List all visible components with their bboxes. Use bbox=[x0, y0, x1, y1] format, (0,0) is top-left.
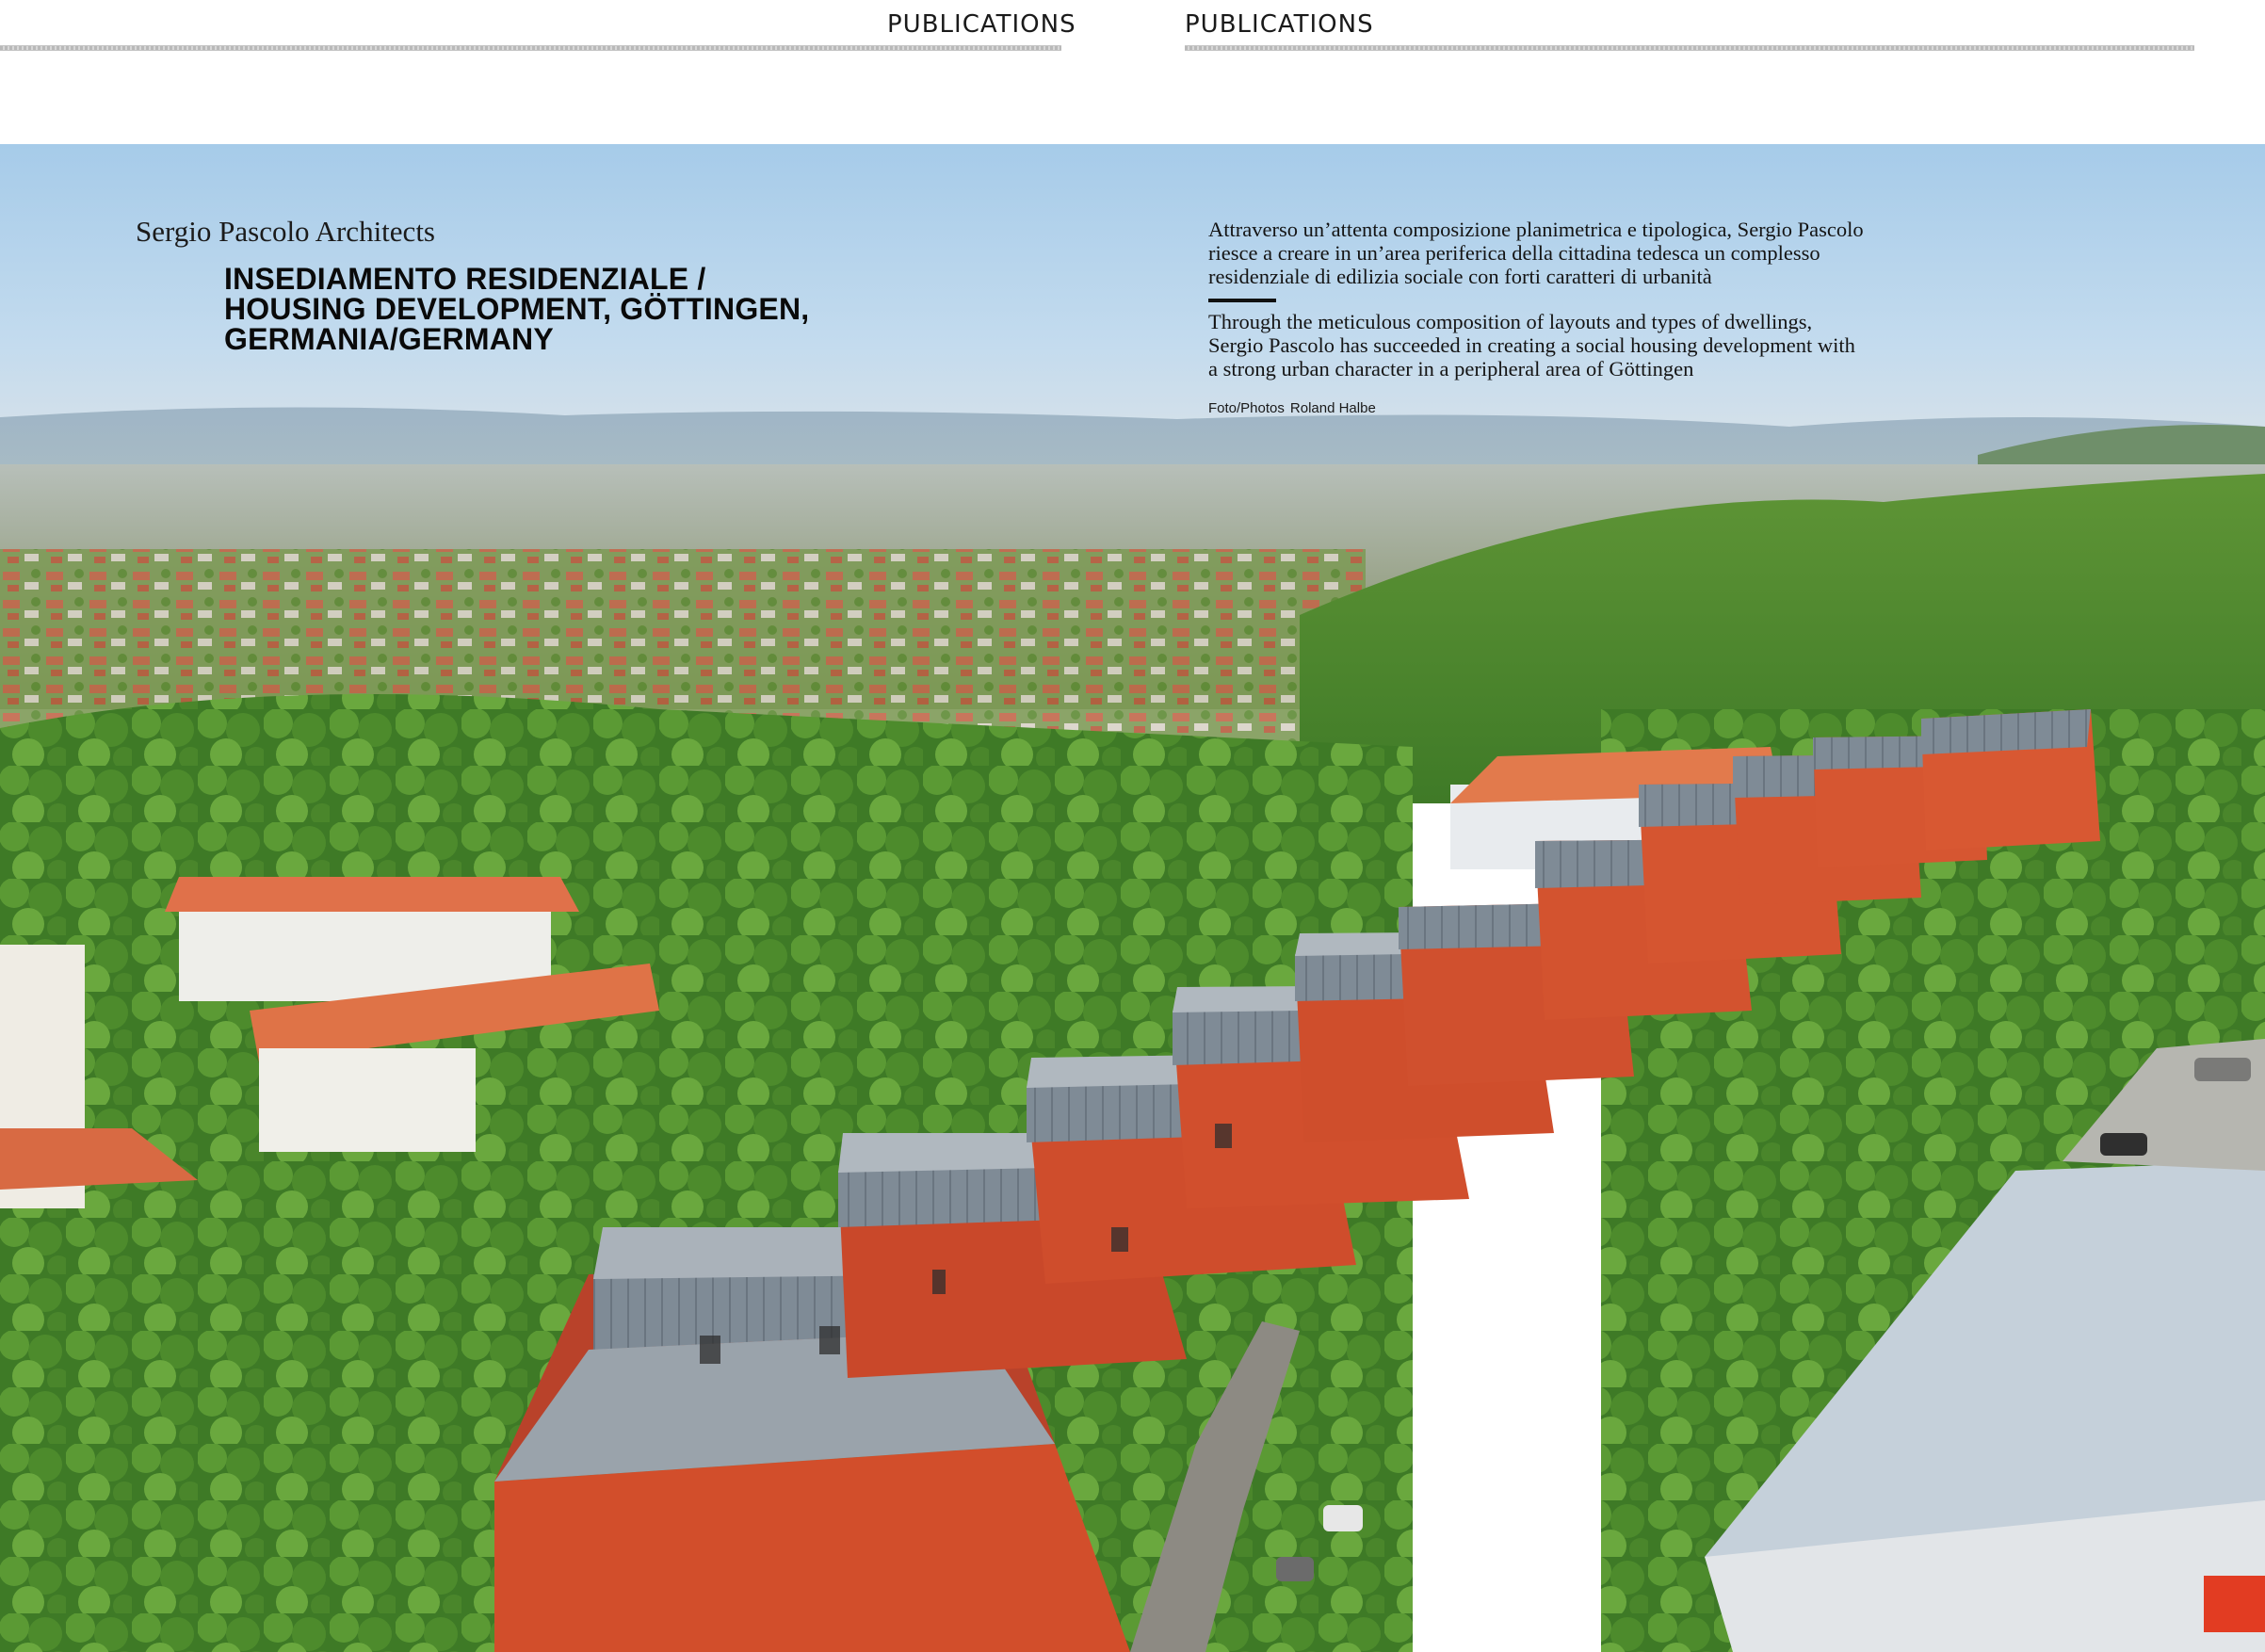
section-label-right: PUBLICATIONS bbox=[1185, 10, 1374, 39]
abstract-line: residenziale di edilizia sociale con forti caratteri di urbanità bbox=[1208, 265, 1712, 288]
title-line: INSEDIAMENTO RESIDENZIALE / bbox=[224, 262, 706, 296]
abstract-line: riesce a creare in un’area periferica della cittadina tedesca un complesso bbox=[1208, 241, 1820, 265]
architect-name: Sergio Pascolo Architects bbox=[136, 215, 435, 248]
credit-label: Foto/Photos bbox=[1208, 400, 1285, 416]
title-line: HOUSING DEVELOPMENT, GÖTTINGEN, bbox=[224, 292, 810, 326]
abstract-divider bbox=[1208, 299, 1276, 302]
header-rule-left bbox=[0, 45, 1061, 51]
abstract-line: Attraverso un’attenta composizione planimetrica e tipologica, Sergio Pascolo bbox=[1208, 218, 1864, 241]
abstract-line: a strong urban character in a peripheral area of Göttingen bbox=[1208, 357, 1694, 381]
abstract-italian bbox=[1208, 218, 1962, 288]
section-label-left: PUBLICATIONS bbox=[887, 10, 1076, 39]
abstract-line: Through the meticulous composition of layouts and types of dwellings, bbox=[1208, 310, 1813, 333]
title-line: GERMANIA/GERMANY bbox=[224, 322, 554, 356]
header-rule-right bbox=[1185, 45, 2194, 51]
photo-credit bbox=[1208, 400, 1376, 416]
abstract-english bbox=[1208, 310, 1962, 381]
credit-name: Roland Halbe bbox=[1289, 400, 1376, 416]
abstract-line: Sergio Pascolo has succeeded in creating a social housing development with bbox=[1208, 333, 1855, 357]
article-title bbox=[224, 264, 902, 354]
